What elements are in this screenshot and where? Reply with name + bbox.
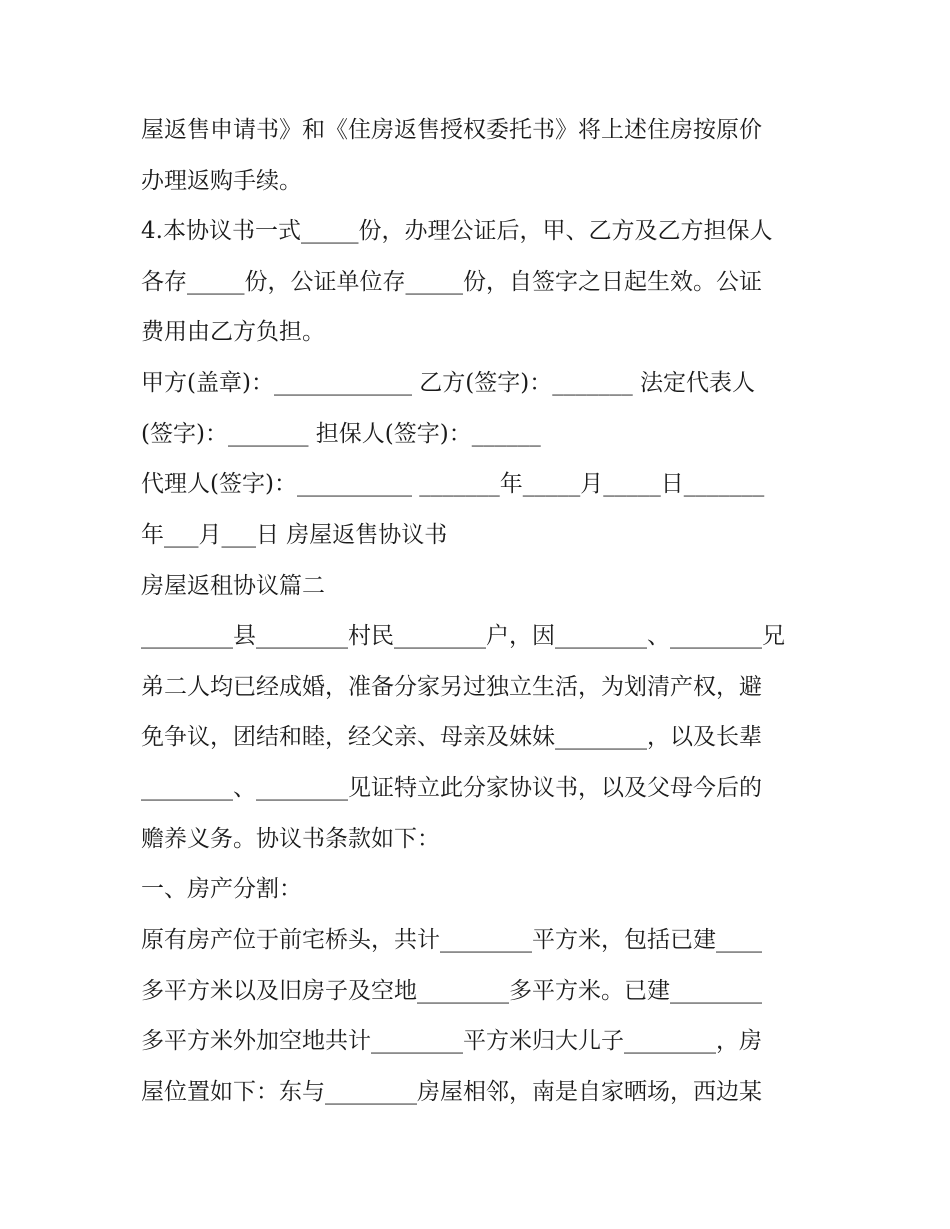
text-line: 费用由乙方负担。 xyxy=(141,319,325,345)
section-heading: 房屋返租协议篇二 xyxy=(141,573,325,599)
text-line: 弟二人均已经成婚，准备分家另过独立生活，为划清产权，避 xyxy=(141,674,762,700)
text-line: 赡养义务。协议书条款如下： xyxy=(141,826,440,852)
text-line: 甲方(盖章)：____________ 乙方(签字)：_______ 法定代表人 xyxy=(141,370,756,396)
text-line: 年___月___日 房屋返售协议书 xyxy=(141,522,448,548)
text-line: 屋位置如下：东与________房屋相邻，南是自家晒场，西边某 xyxy=(141,1079,762,1105)
text-line: 4.本协议书一式_____份，办理公证后，甲、乙方及乙方担保人 xyxy=(141,218,773,244)
text-line: 免争议，团结和睦，经父亲、母亲及妹妹________，以及长辈 xyxy=(141,724,762,750)
text-line: ________县________村民________户，因________、________兄 xyxy=(141,623,785,649)
text-line: ________、________见证特立此分家协议书，以及父母今后的 xyxy=(141,775,762,801)
text-line: 代理人(签字)：__________ _______年_____月_____日_______ xyxy=(141,471,765,497)
text-line: 多平方米以及旧房子及空地________多平方米。已建________ xyxy=(141,978,762,1004)
text-line: 原有房产位于前宅桥头，共计________平方米，包括已建____ xyxy=(141,927,762,953)
clause-heading: 一、房产分割： xyxy=(141,876,302,902)
text-line: (签字)：_______ 担保人(签字)：______ xyxy=(141,421,541,447)
text-line: 多平方米外加空地共计________平方米归大儿子________，房 xyxy=(141,1028,762,1054)
text-line: 屋返售申请书》和《住房返售授权委托书》将上述住房按原价 xyxy=(141,117,762,143)
text-line: 各存_____份，公证单位存_____份，自签字之日起生效。公证 xyxy=(141,269,762,295)
text-line: 办理返购手续。 xyxy=(141,168,302,194)
